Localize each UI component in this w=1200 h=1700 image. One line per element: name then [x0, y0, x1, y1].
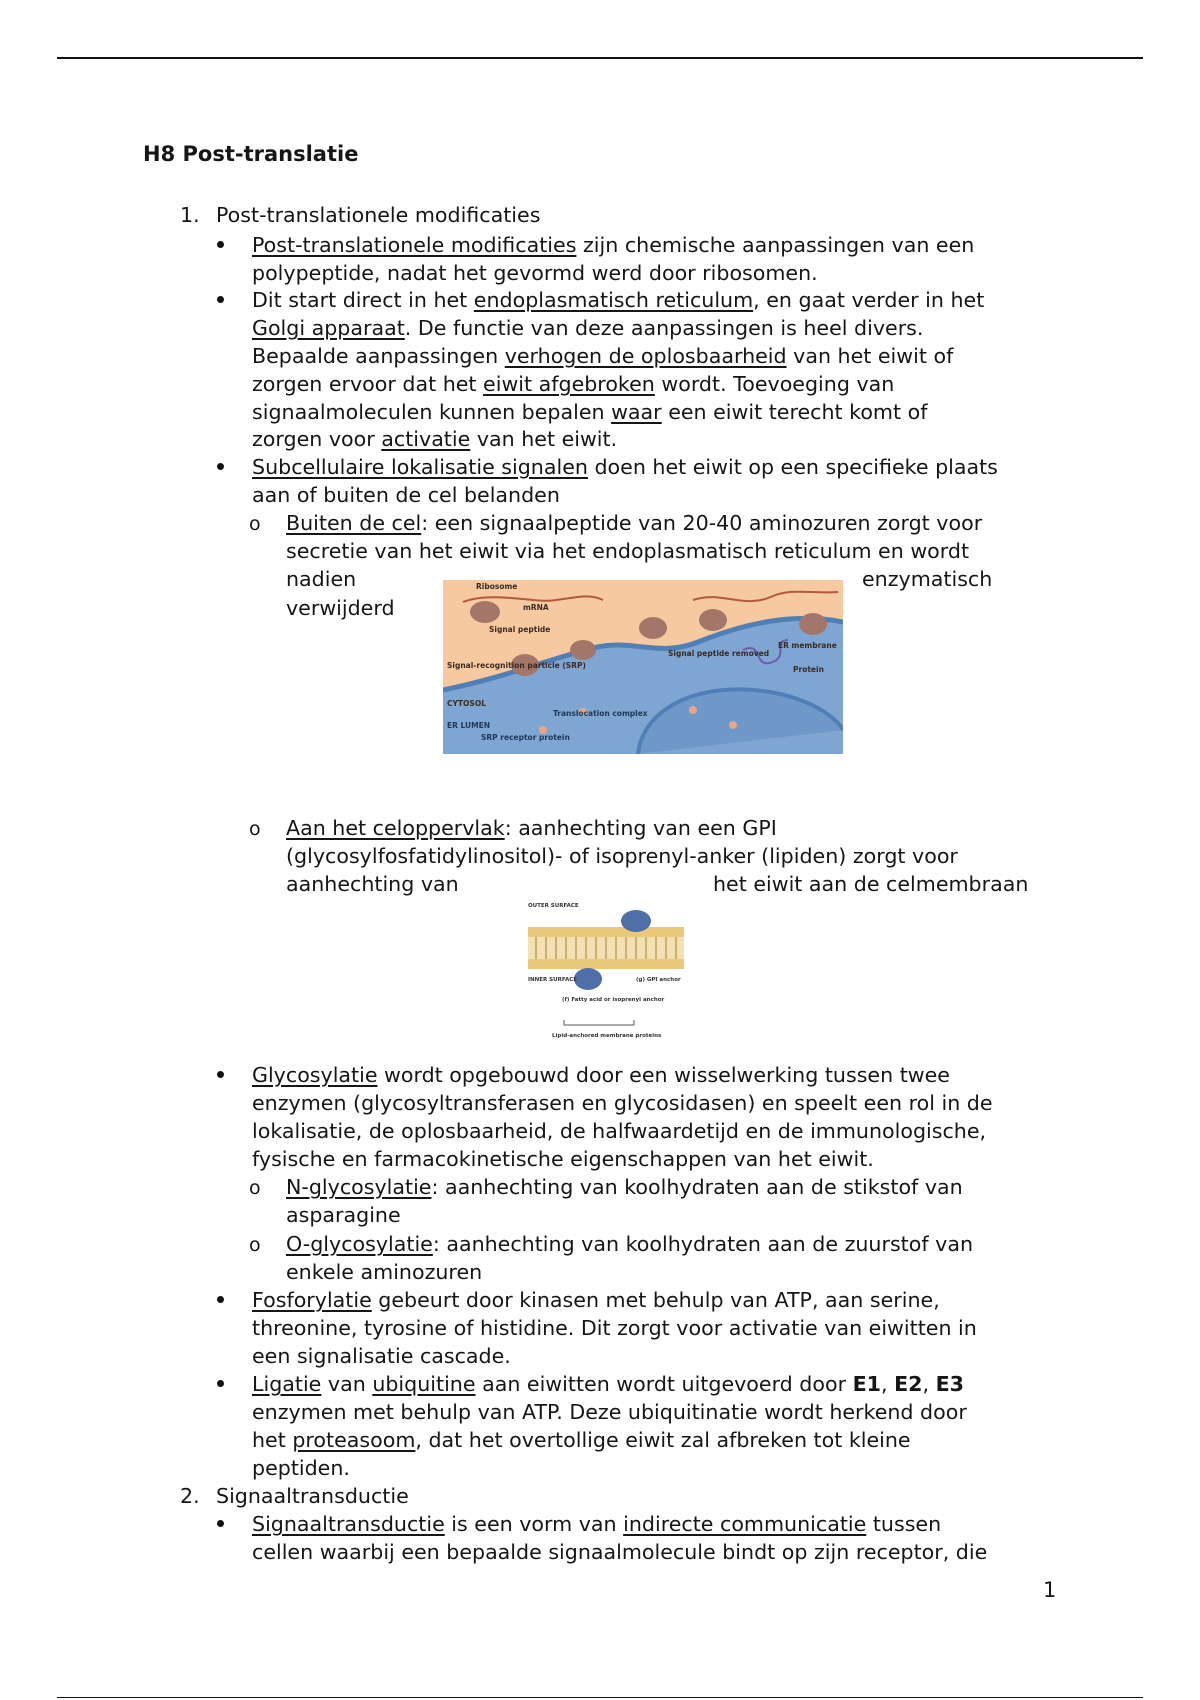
- bullet-icon: [217, 463, 224, 470]
- fig-label-fatty: (f) Fatty acid or isoprenyl anchor: [562, 997, 665, 1003]
- underlined-term: Buiten de cel: [286, 511, 422, 535]
- text-run: ,: [922, 1372, 936, 1396]
- paragraph-line: [252, 314, 923, 342]
- underlined-term: Glycosylatie: [252, 1063, 378, 1087]
- fig-label-protein: Protein: [793, 665, 824, 674]
- underlined-term: Fosforylatie: [252, 1288, 372, 1312]
- sub-bullet-icon: o: [249, 1177, 261, 1199]
- text-run: , en gaat verder in het: [753, 288, 985, 312]
- bullet-icon: [217, 241, 224, 248]
- paragraph-line: nadien: [286, 567, 357, 591]
- paragraph-line: aan of buiten de cel belanden: [252, 483, 560, 507]
- underlined-term: Subcellulaire lokalisatie signalen: [252, 455, 588, 479]
- paragraph-line: [252, 398, 927, 426]
- bullet-icon: [217, 1071, 224, 1078]
- paragraph-line: enzymen (glycosyltransferasen en glycosidasen) en speelt een rol in de: [252, 1091, 993, 1115]
- ribosome-shape: [639, 617, 667, 639]
- fig-label-er-membrane: ER membrane: [778, 641, 837, 650]
- paragraph-line: secretie van het eiwit via het endoplasmatisch reticulum en wordt: [286, 539, 970, 563]
- section-number: 1.: [180, 203, 200, 227]
- text-run: gebeurt door kinasen met behulp van ATP, aan serine,: [371, 1288, 940, 1312]
- paragraph-line: een signalisatie cascade.: [252, 1344, 511, 1368]
- fig-label-lipid: Lipid-anchored membrane proteins: [552, 1033, 662, 1039]
- underlined-term: activatie: [381, 427, 471, 451]
- text-run: tussen: [866, 1512, 942, 1536]
- paragraph-line: het eiwit aan de celmembraan: [713, 872, 1029, 896]
- underlined-term: endoplasmatisch reticulum: [473, 288, 754, 312]
- paragraph-line: [252, 1510, 941, 1538]
- chapter-heading: H8 Post-translatie: [143, 142, 359, 166]
- underlined-term: N-glycosylatie: [286, 1175, 432, 1199]
- fig-label-ribosome: Ribosome: [476, 582, 518, 591]
- footer-rule: [57, 1697, 1143, 1698]
- text-run: een eiwit terecht komt of: [661, 400, 928, 424]
- fig-label-mrna: mRNA: [523, 603, 549, 612]
- paragraph-line: verwijderd: [286, 596, 395, 620]
- paragraph-line: lokalisatie, de oplosbaarheid, de halfwaardetijd en de immunologische,: [252, 1119, 987, 1143]
- paragraph-line: [252, 370, 894, 398]
- bold-term: E2: [894, 1372, 923, 1396]
- ribosome-shape: [699, 609, 727, 631]
- gpi-protein-shape: [621, 910, 651, 932]
- fig-label-translocation: Translocation complex: [553, 709, 648, 718]
- paragraph-line: [252, 342, 953, 370]
- text-run: signaalmoleculen kunnen bepalen: [252, 400, 612, 424]
- fig-label-cytosol: CYTOSOL: [447, 699, 486, 708]
- er-translocation-figure: [443, 580, 843, 754]
- fig-label-er-lumen: ER LUMEN: [447, 721, 490, 730]
- paragraph-line: peptiden.: [252, 1456, 350, 1480]
- ribosome-shape: [470, 601, 500, 623]
- paragraph-line: fysische en farmacokinetische eigenschappen van het eiwit.: [252, 1147, 874, 1171]
- paragraph-line: [252, 231, 974, 259]
- text-run: het: [252, 1428, 293, 1452]
- underlined-term: Signaaltransductie: [252, 1512, 445, 1536]
- underlined-term: verhogen de oplosbaarheid: [504, 344, 787, 368]
- paragraph-line: threonine, tyrosine of histidine. Dit zorgt voor activatie van eiwitten in: [252, 1316, 977, 1340]
- underlined-term: Post-translationele modificaties: [252, 233, 577, 257]
- paragraph-line: [286, 1173, 963, 1201]
- section-title: Post-translationele modificaties: [216, 203, 541, 227]
- header-rule: [57, 57, 1143, 59]
- section-title: Signaaltransductie: [216, 1484, 409, 1508]
- text-run: : aanhechting van een GPI: [504, 816, 777, 840]
- text-run: wordt opgebouwd door een wisselwerking tussen twee: [377, 1063, 950, 1087]
- membrane-head-layer: [528, 927, 684, 937]
- section-number: 2.: [180, 1484, 200, 1508]
- bullet-icon: [217, 1380, 224, 1387]
- paragraph-line: [286, 1230, 973, 1258]
- text-run: zorgen voor: [252, 427, 382, 451]
- text-run: is een vorm van: [444, 1512, 624, 1536]
- text-run: : een signaalpeptide van 20-40 aminozuren zorgt voor: [421, 511, 983, 535]
- paragraph-line: enzymatisch: [862, 567, 993, 591]
- fig-label-srp: Signal-recognition particle (SRP): [447, 661, 586, 670]
- text-run: : aanhechting van koolhydraten aan de zuurstof van: [432, 1232, 974, 1256]
- bold-term: E3: [935, 1372, 964, 1396]
- paragraph-line: aanhechting van: [286, 872, 459, 896]
- text-run: : aanhechting van koolhydraten aan de stikstof van: [431, 1175, 963, 1199]
- fig-label-signal-peptide: Signal peptide: [489, 625, 551, 634]
- text-run: wordt. Toevoeging van: [654, 372, 895, 396]
- underlined-term: eiwit afgebroken: [483, 372, 655, 396]
- paragraph-line: [252, 1370, 964, 1398]
- ribosome-shape: [570, 640, 596, 660]
- sub-bullet-icon: o: [249, 513, 261, 535]
- underlined-term: O-glycosylatie: [286, 1232, 433, 1256]
- vesicle-dot: [729, 721, 737, 729]
- bullet-icon: [217, 296, 224, 303]
- underlined-term: Ligatie: [252, 1372, 322, 1396]
- underlined-term: ubiquitine: [372, 1372, 476, 1396]
- text-run: doen het eiwit op een specifieke plaats: [587, 455, 998, 479]
- text-run: van: [321, 1372, 373, 1396]
- paragraph-line: polypeptide, nadat het gevormd werd door ribosomen.: [252, 261, 818, 285]
- paragraph-line: [252, 1286, 940, 1314]
- ribosome-shape: [799, 613, 827, 635]
- underlined-term: waar: [611, 400, 662, 424]
- membrane-head-layer: [528, 959, 684, 969]
- sub-bullet-icon: o: [249, 818, 261, 840]
- fig-label-outer: OUTER SURFACE: [528, 903, 579, 909]
- paragraph-line: [252, 453, 998, 481]
- text-run: van het eiwit.: [470, 427, 618, 451]
- text-run: Dit start direct in het: [252, 288, 474, 312]
- underlined-term: indirecte communicatie: [623, 1512, 867, 1536]
- paragraph-line: (glycosylfosfatidylinositol)- of isoprenyl-anker (lipiden) zorgt voor: [286, 844, 958, 868]
- fig-label-srp-receptor: SRP receptor protein: [481, 733, 570, 742]
- underlined-term: Aan het celoppervlak: [286, 816, 505, 840]
- paragraph-line: [252, 1426, 911, 1454]
- paragraph-line: [286, 509, 982, 537]
- paragraph-line: asparagine: [286, 1203, 401, 1227]
- paragraph-line: [252, 425, 617, 453]
- paragraph-line: [252, 1061, 950, 1089]
- paragraph-line: [252, 286, 984, 314]
- text-run: aan eiwitten wordt uitgevoerd door: [475, 1372, 853, 1396]
- fig-label-inner: INNER SURFACE: [528, 977, 577, 983]
- paragraph-line: enzymen met behulp van ATP. Deze ubiquitinatie wordt herkend door: [252, 1400, 967, 1424]
- bullet-icon: [217, 1520, 224, 1527]
- fatty-protein-shape: [574, 968, 602, 990]
- underlined-term: Golgi apparaat: [252, 316, 405, 340]
- text-run: Bepaalde aanpassingen: [252, 344, 505, 368]
- text-run: . De functie van deze aanpassingen is heel divers.: [404, 316, 924, 340]
- lipid-anchor-figure: [524, 895, 686, 1048]
- text-run: van het eiwit of: [786, 344, 954, 368]
- paragraph-line: cellen waarbij een bepaalde signaalmolecule bindt op zijn receptor, die: [252, 1540, 988, 1564]
- page-number: 1: [1043, 1578, 1057, 1602]
- underlined-term: proteasoom: [292, 1428, 416, 1452]
- bullet-icon: [217, 1296, 224, 1303]
- sub-bullet-icon: o: [249, 1234, 261, 1256]
- fig-label-gpi: (g) GPI anchor: [636, 977, 681, 983]
- fig-label-removed: Signal peptide removed: [668, 649, 770, 658]
- bold-term: E1: [852, 1372, 881, 1396]
- text-run: ,: [881, 1372, 895, 1396]
- text-run: , dat het overtollige eiwit zal afbreken tot kleine: [415, 1428, 911, 1452]
- paragraph-line: enkele aminozuren: [286, 1260, 483, 1284]
- vesicle-dot: [689, 706, 697, 714]
- text-run: zijn chemische aanpassingen van een: [576, 233, 975, 257]
- paragraph-line: [286, 814, 777, 842]
- text-run: zorgen ervoor dat het: [252, 372, 484, 396]
